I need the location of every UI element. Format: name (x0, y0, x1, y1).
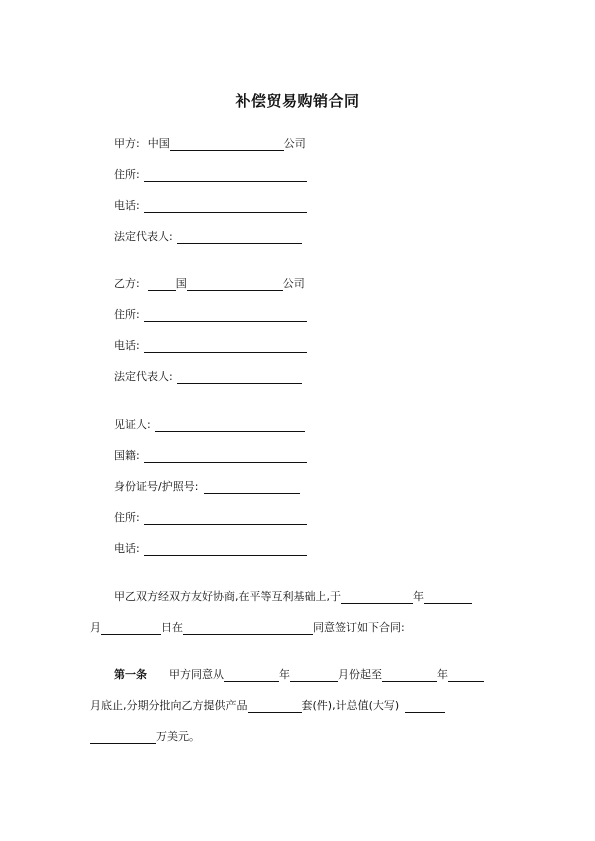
party-a-rep-blank[interactable] (177, 232, 302, 244)
party-b-rep-blank[interactable] (177, 372, 302, 384)
article-1-month-from: 月份起至 (338, 668, 382, 681)
witness-phone-row (114, 542, 307, 556)
party-a-phone-row (114, 199, 307, 213)
article-1-line-2-text: 月底止,分期分批向乙方提供产品 (90, 699, 248, 712)
witness-phone-label: 电话: (114, 542, 140, 555)
party-b-phone-row (114, 339, 307, 353)
party-a-rep-row (114, 230, 302, 244)
article-1-year-1: 年 (279, 668, 290, 681)
article-1-line-2 (90, 699, 445, 713)
party-b-label: 乙方: (114, 277, 140, 290)
witness-nationality-blank[interactable] (144, 451, 307, 463)
article-1-total-blank[interactable] (405, 701, 445, 713)
party-b-rep-row (114, 370, 302, 384)
witness-blank[interactable] (155, 420, 305, 432)
article-1-total-cont-blank[interactable] (90, 732, 156, 744)
article-1-month-from-blank[interactable] (290, 670, 338, 682)
party-b-address-blank[interactable] (144, 310, 307, 322)
party-b-country: 国 (175, 277, 187, 290)
witness-nationality-row (114, 449, 307, 463)
document-title: 补偿贸易购销合同 (235, 92, 360, 110)
party-a-phone-label: 电话: (114, 199, 140, 212)
article-1-line-1 (114, 668, 484, 682)
party-b-name-blank[interactable] (187, 279, 283, 291)
party-a-prefix: 中国 (147, 137, 170, 150)
intro-year: 年 (413, 590, 424, 603)
witness-address-blank[interactable] (144, 513, 307, 525)
party-a-label: 甲方: (114, 137, 140, 150)
intro-line-1 (114, 590, 472, 604)
intro-month: 月 (90, 621, 101, 634)
intro-place-blank[interactable] (183, 623, 313, 635)
article-1-text-1: 甲方同意从 (169, 668, 224, 681)
article-1-heading: 第一条 (114, 668, 147, 681)
intro-text: 甲乙双方经双方友好协商,在平等互利基础上,于 (114, 590, 341, 603)
party-a-phone-blank[interactable] (144, 201, 307, 213)
witness-id-blank[interactable] (204, 482, 300, 494)
witness-nationality-label: 国籍: (114, 449, 140, 462)
party-a-address-row (114, 168, 307, 182)
party-b-phone-blank[interactable] (144, 341, 307, 353)
witness-row (114, 418, 305, 432)
party-b-address-row (114, 308, 307, 322)
intro-agree: 同意签订如下合同: (313, 621, 405, 634)
party-a-name-blank[interactable] (170, 139, 284, 151)
witness-id-label: 身份证号/护照号: (114, 480, 199, 493)
article-1-month-to-blank[interactable] (448, 670, 484, 682)
party-b-suffix: 公司 (282, 277, 305, 290)
intro-month-blank[interactable] (424, 592, 472, 604)
party-b-phone-label: 电话: (114, 339, 140, 352)
article-1-unit: 套(件),计总值(大写) (301, 699, 400, 712)
party-a-suffix: 公司 (283, 137, 306, 150)
intro-day-at: 日在 (161, 621, 183, 634)
witness-address-label: 住所: (114, 511, 140, 524)
article-1-line-3-end: 万美元。 (156, 730, 200, 743)
intro-day-blank[interactable] (101, 623, 161, 635)
party-b-rep-label: 法定代表人: (114, 370, 173, 383)
article-1-year-to-blank[interactable] (382, 670, 437, 682)
article-1-quantity-blank[interactable] (248, 701, 302, 713)
intro-year-blank[interactable] (341, 592, 413, 604)
witness-id-row (114, 480, 300, 494)
party-a-address-label: 住所: (114, 168, 140, 181)
party-b-country-blank[interactable] (148, 279, 176, 291)
article-1-line-3 (90, 730, 200, 744)
party-a-name-row (114, 137, 306, 151)
article-1-year-from-blank[interactable] (224, 670, 279, 682)
party-b-name-row (114, 277, 305, 291)
witness-label: 见证人: (114, 418, 151, 431)
witness-address-row (114, 511, 307, 525)
party-b-address-label: 住所: (114, 308, 140, 321)
witness-phone-blank[interactable] (144, 544, 307, 556)
intro-line-2 (90, 621, 405, 635)
party-a-rep-label: 法定代表人: (114, 230, 173, 243)
party-a-address-blank[interactable] (144, 170, 307, 182)
article-1-year-2: 年 (437, 668, 448, 681)
